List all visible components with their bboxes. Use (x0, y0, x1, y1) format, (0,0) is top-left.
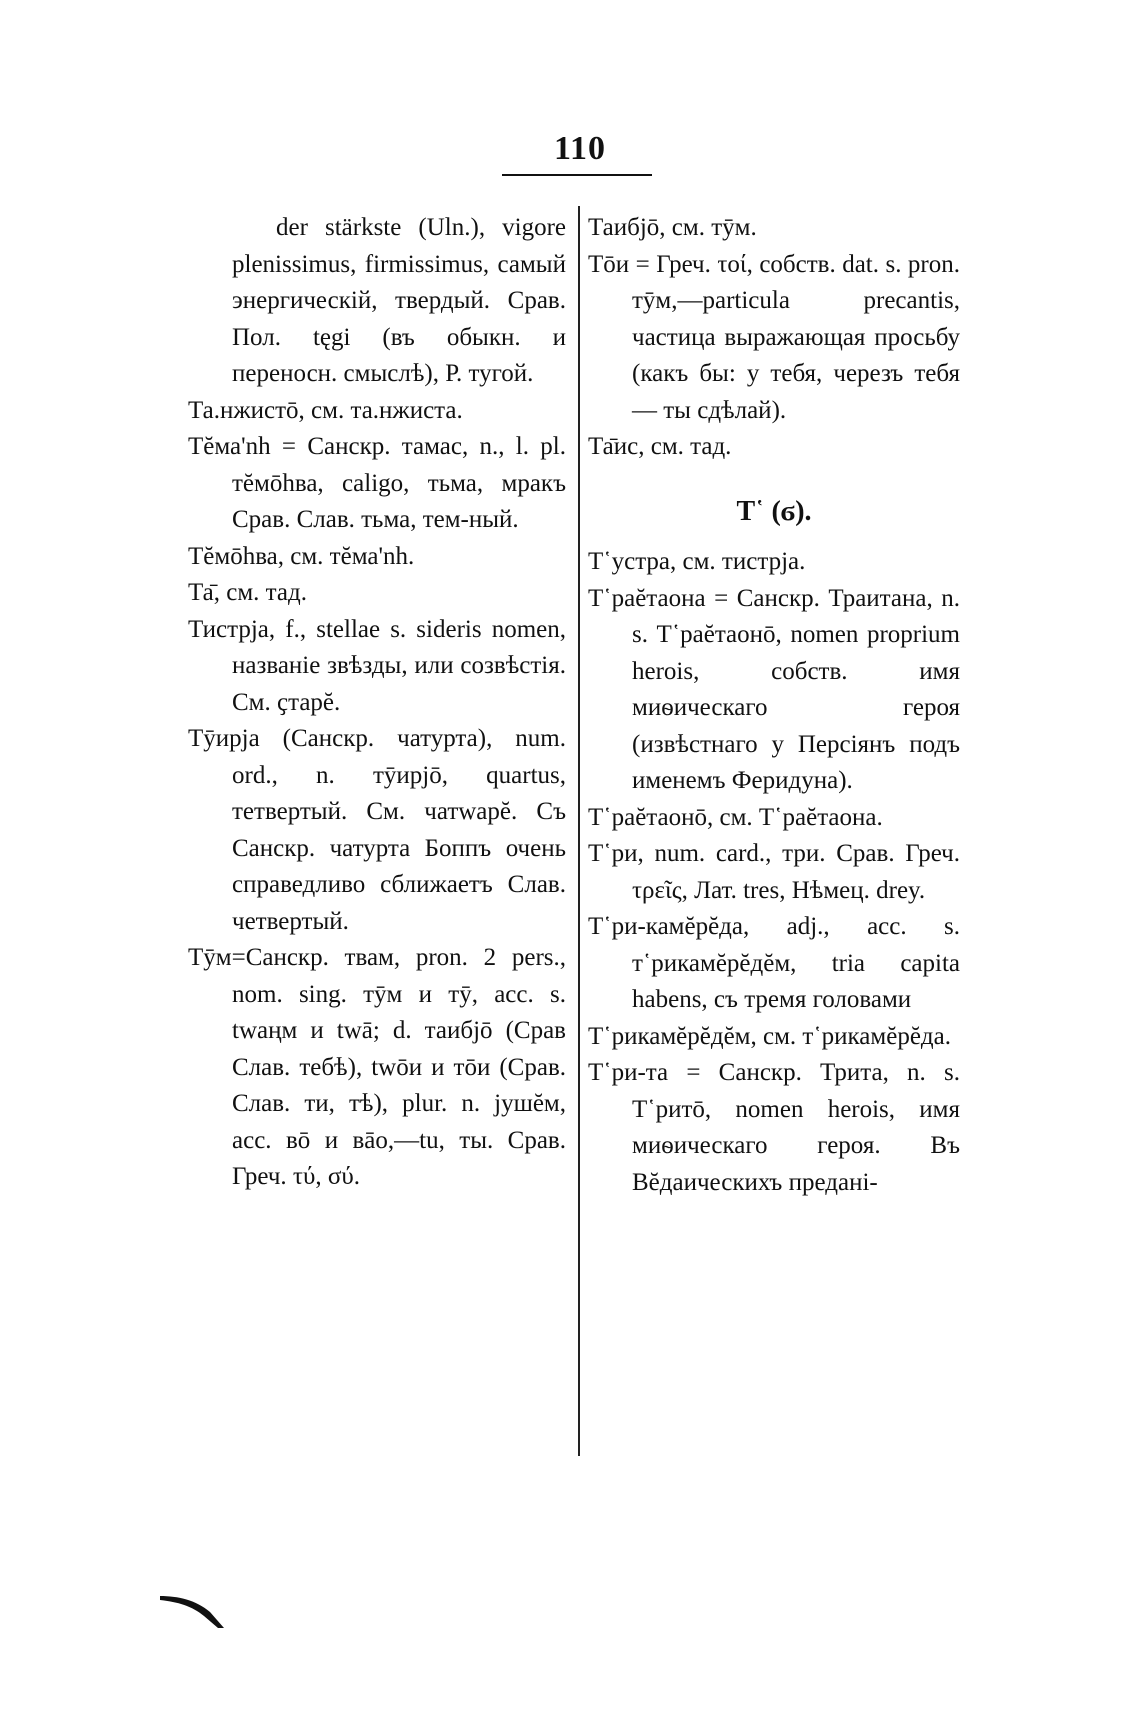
entry: Т῾устра, см. тистрја. (588, 548, 806, 575)
entry: Т῾ри, num. card., три. Срав. Греч. τρεῖς, Лат. tres, Нѣмец. drey. (588, 840, 960, 904)
entry: Тистрја, f., stellae s. sideris nomen, названіе звѣзды, или созвѣстія. См. ҫтарĕ. (188, 615, 566, 716)
entry: Тӯм=Санскр. твам, pron. 2 pers., nom. sing. тӯм и тӯ, acc. s. twaңм и twā; d. таибјō (Срав Слав. тебѣ), twōи и тōи (Срав. Слав. ти, тѣ), plur. n. јушĕм, acc. вō и вāо,—tu, ты. Срав. Греч. τύ, σύ. (188, 944, 566, 1190)
column-divider (578, 206, 580, 1456)
left-column (188, 210, 566, 1196)
entry: Т῾раĕтаона = Санскр. Траитана, n. s. Т῾раĕтаонō, nomen proprium herois, собств. имя миѳическаго героя (извѣстнаго у Персіянъ подъ именемъ Феридуна). (588, 584, 960, 794)
page-number: 110 (553, 130, 607, 167)
entry: Тӯирја (Санскр. чатурта), num. ord., n. тӯирјō, quartus, тетвертый. См. чатwарĕ. Съ Санскр. чатурта Боппъ очень справедливо сближаетъ Слав. четвертый. (188, 725, 566, 935)
entry: Та.нжистō, см. та.нжиста. (188, 396, 463, 424)
header-rule (502, 174, 652, 176)
entry: Т῾раĕтаонō, см. Т῾раĕтаона. (588, 803, 883, 831)
entry-continuation: der stärkste (Uln.), vigore plenissimus, firmissimus, самый энергическій, твердый. Срав. Пол. tęgi (въ обыкн. и переносн. смыслѣ), Р. тугой. (232, 214, 566, 387)
pen-mark (158, 1590, 228, 1630)
entry: Т῾ри-та = Санскр. Трита, n. s. Т῾ритō, nomen herois, имя миѳическаго героя. Въ Вĕдаическихъ преданi- (588, 1059, 960, 1196)
entry: Та̄ис, см. тад. (588, 433, 732, 460)
entry: Тĕмōhва, см. тĕма'nh. (188, 542, 415, 570)
entry: Тōи = Греч. τοί, собств. dat. s. pron. тӯм,—particula precantis, частица выражающая просьбу (какъ бы: у тебя, черезъ тебя — ты сдѣлай). (588, 250, 960, 424)
entry: Т῾рикамĕрĕдĕм, см. т῾рикамĕрĕда. (588, 1022, 951, 1050)
right-column (588, 210, 960, 1201)
entry: Та̄, см. тад. (188, 579, 307, 606)
entry: Тĕма'nh = Санскр. тамас, n., l. pl. тĕмōhва, caligo, тьма, мракъ Срав. Слав. тьма, тем-ный. (188, 433, 566, 533)
entry: Т῾ри-камĕрĕда, adj., acc. s. т῾рикамĕрĕдĕм, tria capita habens, съ тремя головами (588, 913, 960, 1013)
entry: Таибјō, см. тӯм. (588, 214, 757, 241)
section-heading: Т῾ (ϭ). (736, 495, 812, 527)
